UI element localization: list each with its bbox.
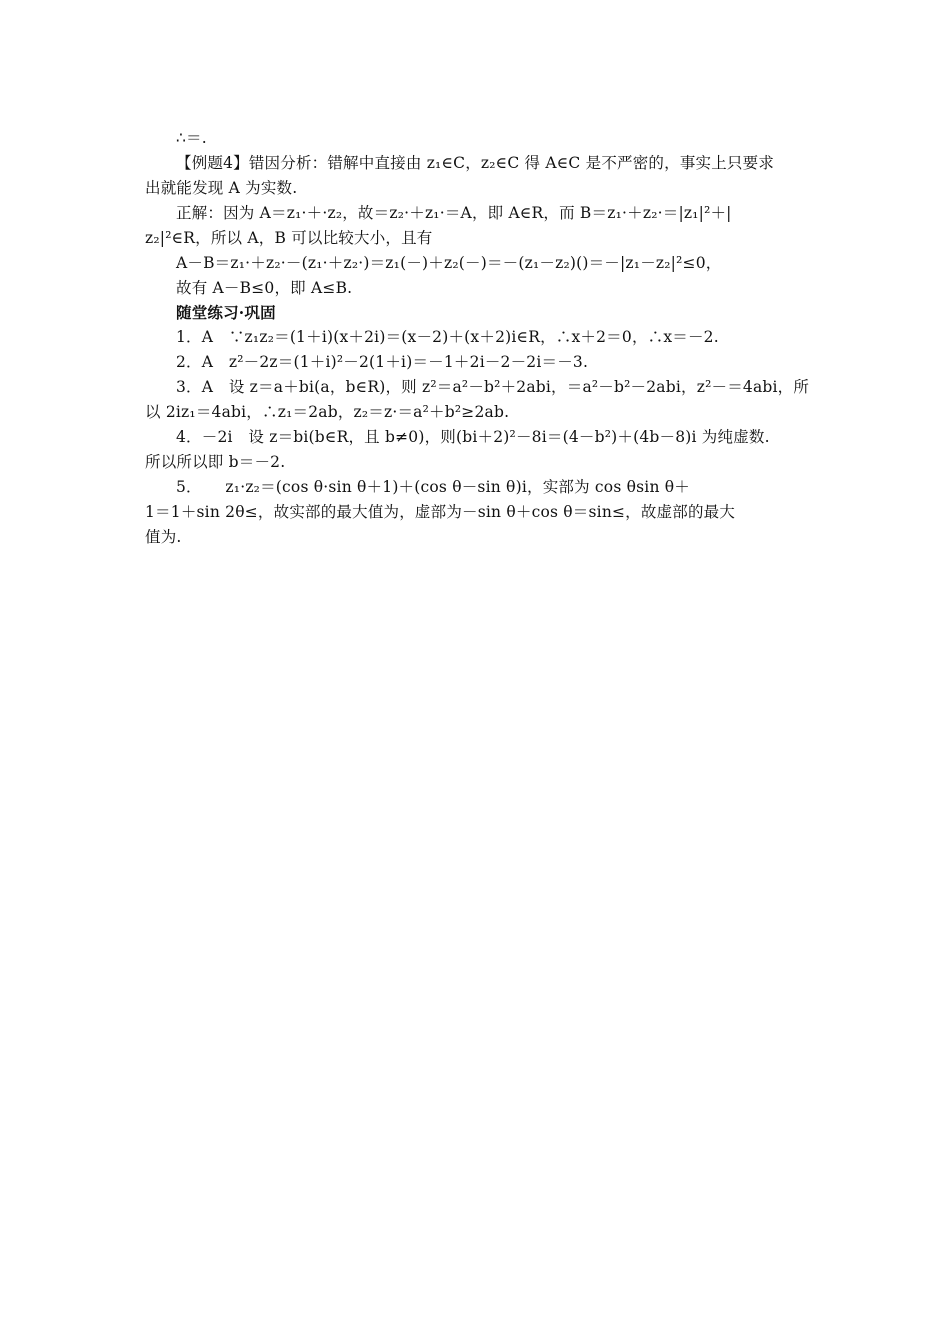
exercise-line: 1＝1＋sin 2θ≤，故实部的最大值为，虚部为－sin θ＋cos θ＝sin≤，故虚部的最大 [145,503,736,521]
text-line: z₂|²∈R，所以 A，B 可以比较大小，且有 [145,229,433,247]
text-line: 正解：因为 A＝z₁·＋·z₂，故＝z₂·＋z₁·＝A，即 A∈R，而 B＝z₁·＋z₂·＝|z₁|²＋| [176,204,732,222]
exercise-line: 3．A 设 z＝a＋bi(a，b∈R)，则 z²＝a²－b²＋2abi，＝a²－b²－2abi，z²－＝4abi，所 [176,378,810,396]
exercise-line: 5． z₁·z₂＝(cos θ·sin θ＋1)＋(cos θ－sin θ)i，实部为 cos θsin θ＋ [176,478,690,496]
exercise-line: 4．－2i 设 z＝bi(b∈R，且 b≠0)，则(bi＋2)²－8i＝(4－b²)＋(4b－8)i 为纯虚数. [176,428,770,446]
text-line: ∴＝. [176,129,207,147]
section-heading: 随堂练习·巩固 [176,303,276,322]
equation-line: A－B＝z₁·＋z₂·－(z₁·＋z₂·)＝z₁(－)＋z₂(－)＝－(z₁－z₂)()＝－|z₁－z₂|²≤0， [176,254,722,272]
exercise-line: 值为. [145,528,182,546]
text-line: 【例题4】错因分析：错解中直接由 z₁∈C，z₂∈C 得 A∈C 是不严密的，事实上只要求 [176,154,775,172]
exercise-line: 2．A z²－2z＝(1＋i)²－2(1＋i)＝－1＋2i－2－2i＝－3. [176,353,589,371]
exercise-line: 以 2iz₁＝4abi，∴z₁＝2ab，z₂＝z·＝a²＋b²≥2ab. [145,403,510,421]
exercise-line: 1．A ∵z₁z₂＝(1＋i)(x＋2i)＝(x－2)＋(x＋2)i∈R，∴x＋2＝0，∴x＝－2. [176,328,719,346]
text-line: 故有 A－B≤0，即 A≤B. [176,279,353,297]
exercise-line: 所以所以即 b＝－2. [145,453,286,471]
text-line: 出就能发现 A 为实数. [145,179,298,197]
